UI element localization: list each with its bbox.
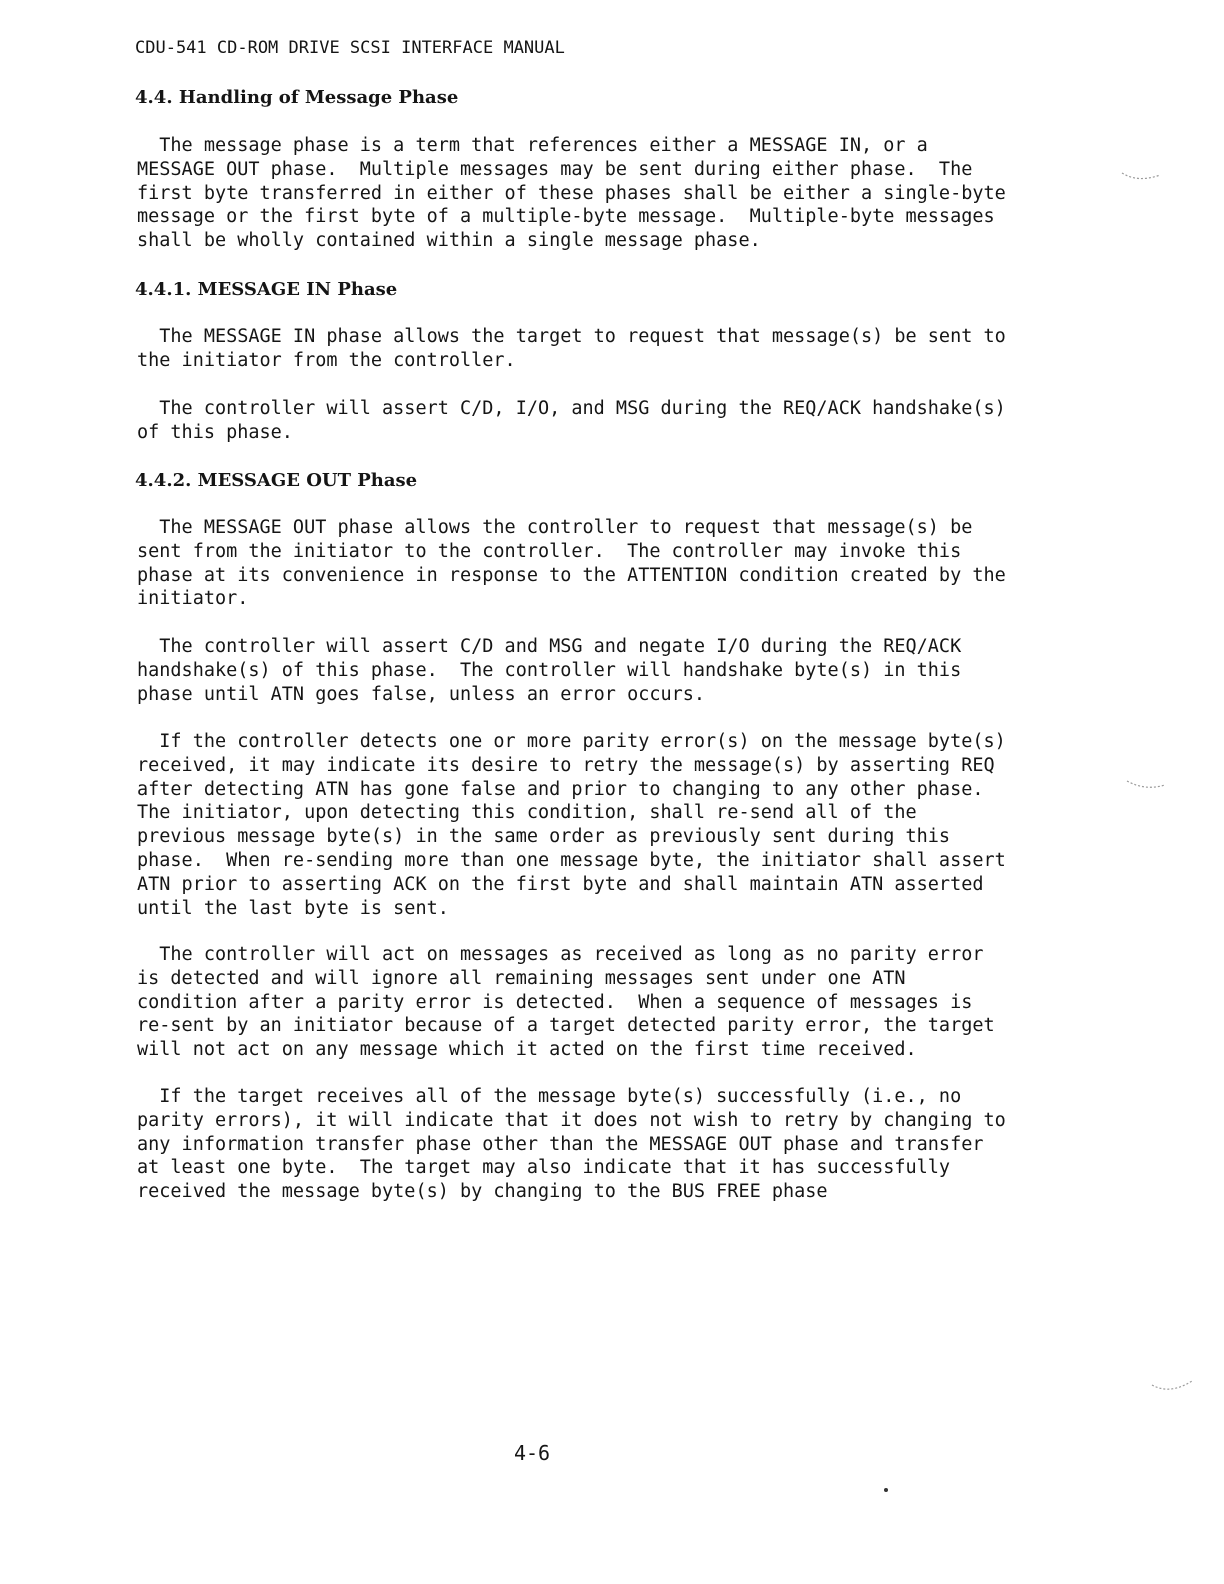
text-line: re-sent by an initiator because of a target detected parity error, the target <box>137 1015 995 1037</box>
text-line: after detecting ATN has gone false and prior to changing to any other phase. <box>137 778 984 800</box>
scan-mark <box>1125 775 1175 795</box>
text-line: phase. When re-sending more than one message byte, the initiator shall assert <box>137 849 1006 871</box>
paragraph-successful-receipt <box>137 1085 1097 1204</box>
text-line: ATN prior to asserting ACK on the first byte and shall maintain ATN asserted <box>137 873 984 895</box>
text-line: phase until ATN goes false, unless an error occurs. <box>137 683 706 705</box>
section-heading-4-4-2: 4.4.2. MESSAGE OUT Phase <box>135 470 418 491</box>
text-line: previous message byte(s) in the same order as previously sent during this <box>137 826 951 848</box>
text-line: first byte transferred in either of these phases shall be either a single-byte <box>137 182 1006 204</box>
page-number: 4-6 <box>513 1441 551 1465</box>
text-line: The controller will act on messages as received as long as no parity error <box>137 944 984 965</box>
section-heading-4-4-1: 4.4.1. MESSAGE IN Phase <box>135 279 398 300</box>
text-line: phase at its convenience in response to the ATTENTION condition created by the <box>137 564 1006 586</box>
text-line: If the target receives all of the message byte(s) successfully (i.e., no <box>137 1086 962 1107</box>
text-line: If the controller detects one or more parity error(s) on the message byte(s) <box>137 731 1006 752</box>
text-line: sent from the initiator to the controller. The controller may invoke this <box>137 540 962 562</box>
paragraph-act-on-messages <box>137 943 1097 1062</box>
text-line: any information transfer phase other than the MESSAGE OUT phase and transfer <box>137 1133 984 1155</box>
scan-dot <box>880 1484 892 1496</box>
text-line: MESSAGE OUT phase. Multiple messages may be sent during either phase. The <box>137 158 973 180</box>
text-line: the initiator from the controller. <box>137 349 516 371</box>
text-line: is detected and will ignore all remaining messages sent under one ATN <box>137 967 906 989</box>
paragraph-message-in-request <box>137 325 1097 373</box>
section-heading-4-4: 4.4. Handling of Message Phase <box>135 87 459 108</box>
text-line: shall be wholly contained within a single message phase. <box>137 230 761 252</box>
text-line: until the last byte is sent. <box>137 897 449 919</box>
paragraph-message-phase <box>137 134 1097 253</box>
running-header: CDU-541 CD-ROM DRIVE SCSI INTERFACE MANUAL <box>135 38 565 58</box>
text-line: at least one byte. The target may also indicate that it has successfully <box>137 1157 951 1179</box>
text-line: parity errors), it will indicate that it does not wish to retry by changing to <box>137 1109 1006 1131</box>
paragraph-message-out-request <box>137 516 1097 611</box>
paragraph-message-in-assert <box>137 397 1097 445</box>
paragraph-parity-retry <box>137 730 1097 920</box>
text-line: The initiator, upon detecting this condition, shall re-send all of the <box>137 802 917 824</box>
text-line: initiator. <box>137 588 249 610</box>
text-line: The message phase is a term that references either a MESSAGE IN, or a <box>137 135 928 156</box>
text-line: The controller will assert C/D and MSG and negate I/O during the REQ/ACK <box>137 636 962 657</box>
text-line: of this phase. <box>137 421 293 443</box>
text-line: message or the first byte of a multiple-byte message. Multiple-byte messages <box>137 206 995 228</box>
text-line: The controller will assert C/D, I/O, and MSG during the REQ/ACK handshake(s) <box>137 398 1006 419</box>
text-line: will not act on any message which it acted on the first time received. <box>137 1039 917 1061</box>
text-line: The MESSAGE OUT phase allows the controller to request that message(s) be <box>137 517 973 538</box>
paragraph-message-out-assert <box>137 635 1097 706</box>
text-line: The MESSAGE IN phase allows the target to request that message(s) be sent to <box>137 326 1006 347</box>
scan-mark <box>1120 165 1170 185</box>
text-line: handshake(s) of this phase. The controller will handshake byte(s) in this <box>137 659 962 681</box>
text-line: received the message byte(s) by changing to the BUS FREE phase <box>137 1181 828 1203</box>
text-line: condition after a parity error is detected. When a sequence of messages is <box>137 991 973 1013</box>
text-line: received, it may indicate its desire to retry the message(s) by asserting REQ <box>137 754 995 776</box>
scan-mark <box>1150 1375 1200 1399</box>
